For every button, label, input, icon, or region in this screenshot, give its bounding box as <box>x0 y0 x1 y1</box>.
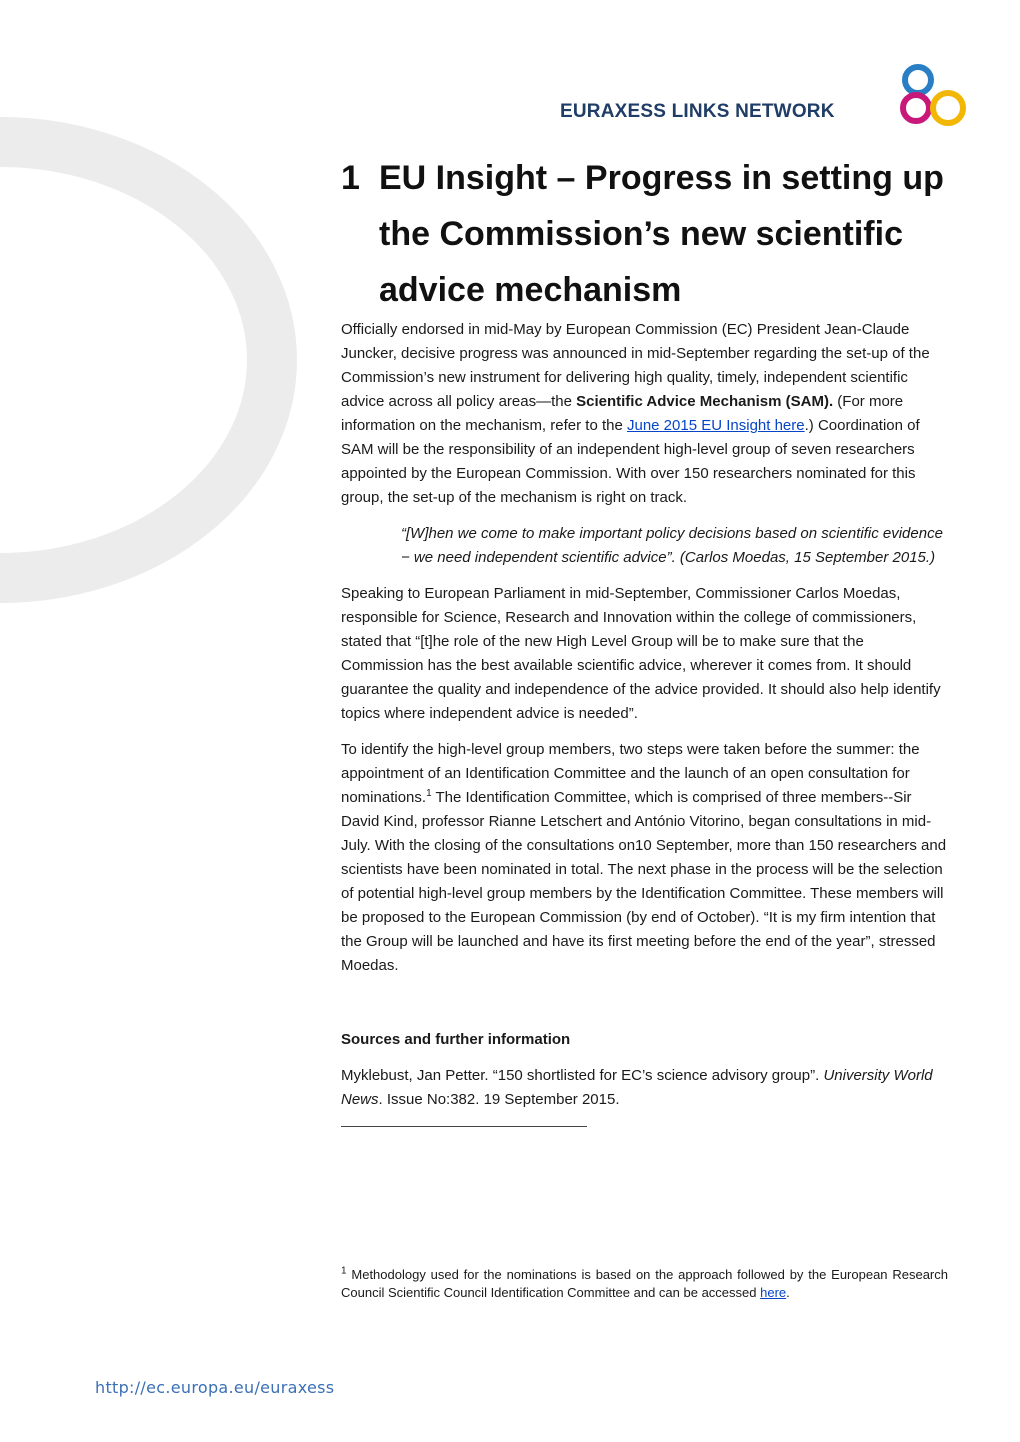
footer-url[interactable]: http://ec.europa.eu/euraxess <box>95 1378 335 1397</box>
ref-text-2: . Issue No:382. 19 September 2015. <box>378 1091 620 1108</box>
footnote-number: 1 <box>341 1265 347 1277</box>
page-title <box>341 150 981 318</box>
identification-text-2: The Identification Committee, which is comprised of three members--Sir David Kind, professor Rianne Letschert and António Vitorino, began consultations in mid-July. With the closing of the consultations on10 September, more than 150 researchers and scientists have been nominated in total. The next phase in the process will be the selection of potential high-level group members by the Identification Committee. These members will be proposed to the European Commission (by end of October). “It is my firm intention that the Group will be launched and have its first meeting before the end of the year”, stressed Moedas. <box>341 789 947 974</box>
sources-heading: Sources and further information <box>341 1031 571 1048</box>
ref-publication: University World News <box>341 1067 933 1108</box>
sam-bold: Scientific Advice Mechanism (SAM). <box>576 393 834 410</box>
intro-text-2: (For more information on the mechanism, refer to the <box>341 393 904 434</box>
article-body <box>341 318 948 1127</box>
footnote-here-link[interactable]: here <box>760 1285 787 1300</box>
footnote-end: . <box>786 1285 790 1300</box>
ref-text: Myklebust, Jan Petter. “150 shortlisted for EC’s science advisory group”. <box>341 1067 824 1084</box>
paragraph-intro <box>341 318 948 510</box>
section-number: 1 <box>341 159 360 197</box>
paragraph-parliament: Speaking to European Parliament in mid-September, Commissioner Carlos Moedas, responsible for Science, Research and Innovation within the college of commissioners, stated that “[t]he role of the new High Level Group will be to make sure that the Commission has the best available scientific advice, wherever it comes from. It should guarantee the quality and independence of the advice provided. It should also help identify topics where independent advice is needed”. <box>341 585 941 722</box>
network-label: EURAXESS LINKS NETWORK <box>560 101 835 122</box>
moedas-quote: “[W]hen we come to make important policy decisions based on scientific evidence − we need independent scientific advice”. (Carlos Moedas, 15 September 2015.) <box>401 525 943 566</box>
footnote-divider <box>341 1126 587 1127</box>
identification-text: To identify the high-level group members, two steps were taken before the summer: the appointment of an Identification Committee and the launch of an open consultation for nominations. <box>341 741 920 806</box>
footnote-ref[interactable]: 1 <box>426 788 432 799</box>
decorative-ring <box>0 110 300 610</box>
intro-text-3: .) Coordination of SAM will be the responsibility of an independent high-level group of seven researchers appointed by the European Commission. With over 150 researchers nominated for this group, the set-up of the mechanism is right on track. <box>341 417 920 506</box>
euraxess-logo-icon <box>898 62 970 132</box>
intro-text: Officially endorsed in mid-May by European Commission (EC) President Jean-Claude Juncker, decisive progress was announced in mid-September regarding the set-up of the Commission’s new instrument for delivering high quality, timely, independent scientific advice across all policy areas—the <box>341 321 930 410</box>
footnote-text: Methodology used for the nominations is based on the approach followed by the European Research Council Scientific Council Identification Committee and can be accessed <box>341 1267 948 1300</box>
section-title: EU Insight – Progress in setting up the Commission’s new scientific advice mechanism <box>379 159 944 309</box>
june-insight-link[interactable]: June 2015 EU Insight here <box>626 417 805 434</box>
source-reference <box>341 1064 948 1112</box>
footnote <box>341 1266 948 1302</box>
paragraph-identification <box>341 738 948 978</box>
